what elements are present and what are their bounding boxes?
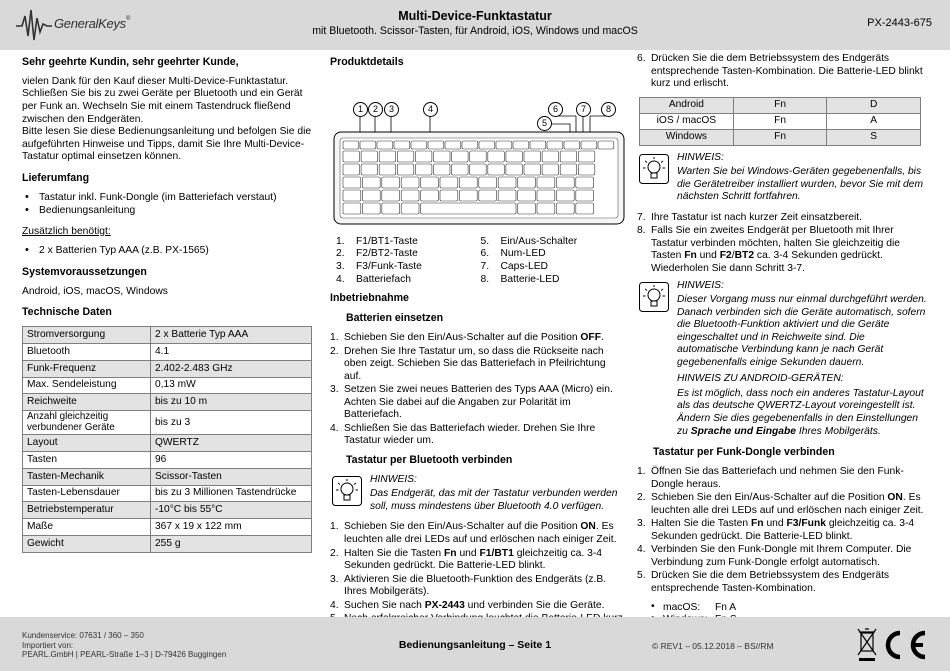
tech-data-table (22, 326, 312, 553)
keyboard-figure (330, 76, 625, 226)
note-text: Es ist möglich, dass noch ein anderes Tastatur-Layout als das deutsche QWERTZ-Layout voreingestellt ist. Ändern Sie dies gegebenenfalls in den Einstellungen zu Sprache und Eingabe Ihres Mobilgeräts. (677, 387, 924, 437)
callout-1: 1 (353, 102, 368, 117)
key-combination-table (639, 97, 921, 146)
keyboard-key (556, 203, 574, 214)
table-row: Anzahl gleichzeitig verbundener Geräte bis zu 3 (23, 411, 312, 435)
list-item: • 2 x Batterien Typ AAA (z.B. PX-1565) (22, 245, 312, 258)
keyboard-key (343, 141, 359, 149)
parts-list (330, 236, 625, 286)
list-item: 7. Caps-LED (480, 261, 548, 273)
list-item: 2. F2/BT2-Taste (336, 248, 418, 260)
keyboard-key (518, 177, 536, 188)
table-row: Tasten-Lebensdauer bis zu 3 Millionen Tastendrücke (23, 485, 312, 502)
list-item: • Bedienungsanleitung (22, 205, 312, 218)
callout-6: 6 (548, 102, 563, 117)
brand-name: GeneralKeys® (54, 16, 130, 31)
keyboard-key (361, 164, 378, 175)
keyboard-key (542, 164, 559, 175)
keyboard-key (506, 151, 523, 162)
note-label: HINWEIS: (370, 473, 417, 485)
list-item: 6. Drücken Sie die dem Betriebssystem des Endgeräts entsprechende Tasten-Kombination. Die Batterie-LED blinkt kurz und erlischt. (637, 53, 923, 90)
keyboard-key (470, 164, 487, 175)
keyboard-key (518, 190, 536, 201)
list-item: 4. Schließen Sie das Batteriefach wieder. Drehen Sie Ihre Tastatur wieder um. (330, 422, 596, 447)
keyboard-key (343, 203, 361, 214)
keyboard-key (542, 151, 559, 162)
table-row: Tasten-Mechanik Scissor-Tasten (23, 468, 312, 485)
keyboard-key (445, 141, 461, 149)
process-note (637, 280, 927, 370)
keyboard-key (343, 164, 360, 175)
system-heading: Systemvoraussetzungen (22, 265, 147, 278)
brand-logo (14, 4, 134, 46)
lightbulb-icon (332, 476, 362, 506)
note-label: HINWEIS: (677, 151, 724, 163)
system-text: Android, iOS, macOS, Windows (22, 285, 168, 297)
keyboard-key (576, 203, 594, 214)
note-text: Warten Sie bei Windows-Geräten gegebenenfalls, bis die Gerätetreiber installiert wurden, bevor Sie mit dem nächsten Schritt fortfahren. (677, 166, 924, 203)
keyboard-key (394, 141, 410, 149)
keyboard-key (421, 203, 516, 214)
keyboard-key (362, 177, 380, 188)
keyboard-key (361, 151, 378, 162)
bluetooth-steps-cont2 (637, 212, 927, 276)
keyboard-key (488, 164, 505, 175)
keyboard-key (498, 190, 516, 201)
dongle-steps (637, 466, 927, 595)
list-item: 8. Falls Sie ein zweites Endgerät per Bluetooth mit Ihrer Tastatur verbinden möchten, halten Sie gleichzeitig die Tasten Fn und F2/BT2 ca. 3-4 Sekunden gedrückt. Wiederholen Sie dann Schritt 3-7. (637, 225, 900, 275)
ce-mark (880, 628, 930, 662)
keyboard-key (578, 164, 595, 175)
zusaetzlich-heading: Zusätzlich benötigt: (22, 225, 111, 237)
keyboard-key (401, 177, 419, 188)
keyboard-key (421, 190, 439, 201)
table-row: Betriebstemperatur -10°C bis 55°C (23, 502, 312, 519)
parts-list-right (481, 236, 626, 286)
list-item: 3. Aktivieren Sie die Bluetooth-Funktion des Endgeräts (z.B. Ihres Mobilgeräts). (330, 573, 607, 598)
list-item: 2. Halten Sie die Tasten Fn und F1/BT1 gleichzeitig ca. 3-4 Sekunden gedrückt. Die Batterie-LED blinkt. (330, 547, 602, 572)
note-text: Dieser Vorgang muss nur einmal durchgeführt werden. Danach verbinden sich die Geräte automatisch, sofern die Bluetooth-Funktion aktiviert und die Geräte eingeschaltet und in Reichweite sind. Die automatische Verbindung kann je nach Gerät gegebenenfalls einige Sekunden dauern. (677, 294, 927, 368)
keyboard-key (440, 177, 458, 188)
keyboard-key (459, 190, 477, 201)
lieferumfang-list (22, 192, 312, 218)
table-row: Maße 367 x 19 x 122 mm (23, 519, 312, 536)
keyboard-key (415, 151, 432, 162)
list-item: 5. Drücken Sie die dem Betriebssystem des Endgeräts entsprechende Tasten-Kombination. (637, 570, 890, 594)
note-label: HINWEIS: (677, 279, 724, 291)
keyboard-key (434, 164, 451, 175)
keyboard-key (498, 177, 516, 188)
keyboard-key (343, 151, 360, 162)
intro-text-2: Bitte lesen Sie diese Bedienungsanleitung und befolgen Sie die aufgeführten Hinweise und Tipps, damit Sie Ihre Multi-Device-Tastatur optimal einsetzen können. (22, 126, 312, 163)
keyboard-key (576, 190, 594, 201)
keyboard-key (470, 151, 487, 162)
keyboard-key (382, 190, 400, 201)
keyboard-key (506, 164, 523, 175)
keyboard-key (459, 177, 477, 188)
bluetooth-note (330, 474, 625, 514)
page-header (0, 0, 950, 50)
keyboard-key (598, 141, 614, 149)
keyboard-key (518, 203, 536, 214)
keyboard-key (496, 141, 512, 149)
list-item: 2. Drehen Sie Ihre Tastatur um, so dass die Rückseite nach oben zeigt. Schieben Sie das Batteriefach in Pfeilrichtung auf. (330, 345, 606, 382)
list-item: 1. Schieben Sie den Ein/Aus-Schalter auf die Position ON. Es leuchten alle drei LEDs auf und erlöschen nach einiger Zeit. (330, 521, 617, 545)
keyboard-key (452, 151, 469, 162)
footer-page-label: Bedienungsanleitung – Seite 1 (398, 639, 552, 651)
keyboard-key (382, 203, 400, 214)
table-row: Tasten 96 (23, 452, 312, 469)
keyboard-key (524, 151, 541, 162)
table-row: Layout QWERTZ (23, 435, 312, 452)
crossed-bin-icon (856, 625, 878, 663)
table-row: Gewicht 255 g (23, 536, 312, 553)
table-row: iOS / macOS Fn A (640, 113, 921, 129)
keyboard-key (537, 203, 555, 214)
keyboard-key (462, 141, 478, 149)
list-item: 6. Num-LED (480, 248, 546, 260)
list-item: 2. Schieben Sie den Ein/Aus-Schalter auf die Position ON. Es leuchten alle drei LEDs auf und erlöschen nach einiger Zeit. (637, 492, 924, 516)
keyboard-key (360, 141, 376, 149)
table-row: Stromversorgung 2 x Batterie Typ AAA (23, 327, 312, 344)
windows-note (637, 152, 927, 204)
keyboard-key (343, 177, 361, 188)
keyboard-key (479, 141, 495, 149)
column-right (637, 53, 927, 627)
keyboard-key (421, 177, 439, 188)
list-item: • Tastatur inkl. Funk-Dongle (im Batteriefach verstaut) (22, 192, 312, 205)
list-item: 7. Ihre Tastatur ist nach kurzer Zeit einsatzbereit. (637, 211, 862, 223)
produkt-heading: Produktdetails (330, 56, 404, 68)
keyboard-key (488, 151, 505, 162)
table-row: Funk-Frequenz 2.402-2.483 GHz (23, 360, 312, 377)
keyboard-key (513, 141, 529, 149)
keyboard-key (537, 190, 555, 201)
callout-3: 3 (384, 102, 399, 117)
greeting-heading: Sehr geehrte Kundin, sehr geehrter Kunde, (22, 56, 239, 68)
keyboard-key (440, 190, 458, 201)
keyboard-key (524, 164, 541, 175)
keyboard-key (578, 151, 595, 162)
table-row: Android Fn D (640, 97, 921, 113)
keyboard-key (428, 141, 444, 149)
callout-8: 8 (601, 102, 616, 117)
list-item: 3. Halten Sie die Tasten Fn und F3/Funk gleichzeitig ca. 3-4 Sekunden gedrückt. Die Batterie-LED blinkt. (637, 518, 915, 542)
list-item: 3. F3/Funk-Taste (336, 261, 422, 273)
list-item: 3. Setzen Sie zwei neues Batterien des Typs AAA (Micro) ein. Achten Sie dabei auf die Angaben zur Polarität im Batteriefach. (330, 384, 613, 421)
android-note (637, 373, 927, 438)
keyboard-key (564, 141, 580, 149)
keyboard-key (452, 164, 469, 175)
keyboard-key (556, 177, 574, 188)
keyboard-key (415, 164, 432, 175)
parts-list-left (336, 236, 481, 286)
batterien-heading: Batterien einsetzen (346, 312, 444, 325)
callout-5: 5 (537, 116, 552, 131)
keyboard-key (560, 164, 577, 175)
list-item: 1. F1/BT1-Taste (336, 235, 418, 247)
table-row: Bluetooth 4.1 (23, 344, 312, 361)
battery-steps (330, 332, 625, 448)
callout-7: 7 (576, 102, 591, 117)
keyboard-key (411, 141, 427, 149)
callout-2: 2 (368, 102, 383, 117)
product-code: PX-2443-675 (867, 17, 932, 29)
column-middle (330, 56, 625, 644)
lightbulb-icon (639, 154, 669, 184)
document-subtitle: mit Bluetooth. Scissor-Tasten, für Android, iOS, Windows und macOS (312, 25, 638, 37)
keyboard-key (401, 190, 419, 201)
list-item: • macOS: Fn A (651, 602, 927, 615)
list-item: 1. Schieben Sie den Ein/Aus-Schalter auf die Position OFF. (330, 331, 604, 343)
keyboard-key (479, 190, 497, 201)
keyboard-key (397, 151, 414, 162)
keyboard-key (343, 190, 361, 201)
keyboard-key (401, 203, 419, 214)
keyboard-key (537, 177, 555, 188)
list-item: 1. Öffnen Sie das Batteriefach und nehmen Sie den Funk-Dongle heraus. (637, 466, 904, 490)
dongle-heading: Tastatur per Funk-Dongle verbinden (653, 446, 835, 459)
zusaetzlich-list (22, 245, 312, 258)
page-footer (0, 617, 950, 671)
lightbulb-icon (639, 282, 669, 312)
keyboard-illustration-icon (330, 76, 625, 226)
keyboard-key (560, 151, 577, 162)
keyboard-key (379, 151, 396, 162)
bluetooth-steps-cont (637, 53, 927, 91)
table-row: Windows Fn S (640, 129, 921, 145)
keyboard-key (547, 141, 563, 149)
keyboard-key (556, 190, 574, 201)
keyboard-key (581, 141, 597, 149)
list-item: 4. Verbinden Sie den Funk-Dongle mit Ihrem Computer. Die Verbindung zum Funk-Dongle erfolgt automatisch. (637, 544, 912, 568)
note-text: Das Endgerät, das mit der Tastatur verbunden werden soll, muss mindestens über Bluetooth 4.0 verfügen. (370, 488, 618, 512)
keyboard-key (479, 177, 497, 188)
note-label: HINWEIS ZU ANDROID-GERÄTEN: (677, 373, 844, 385)
intro-text-1: vielen Dank für den Kauf dieser Multi-Device-Funktastatur. Schließen Sie bis zu zwei Geräte per Bluetooth und ein Gerät per Funk an. Wechseln Sie mit einem Tastendruck fließend zwischen den Endgeräten. (22, 75, 303, 125)
keyboard-key (397, 164, 414, 175)
keyboard-key (379, 164, 396, 175)
tech-heading: Technische Daten (22, 306, 112, 319)
column-left (22, 56, 312, 553)
table-row: Reichweite bis zu 10 m (23, 394, 312, 411)
footer-revision: © REV1 – 05.12.2018 – BS//RM (652, 641, 774, 651)
keyboard-key (362, 203, 380, 214)
table-row: Max. Sendeleistung 0,13 mW (23, 377, 312, 394)
document-title: Multi-Device-Funktastatur (398, 9, 552, 23)
keyboard-key (362, 190, 380, 201)
keyboard-key (377, 141, 393, 149)
keyboard-key (530, 141, 546, 149)
keyboard-key (434, 151, 451, 162)
list-item: 4. Batteriefach (336, 273, 411, 285)
keyboard-key (576, 177, 594, 188)
callout-4: 4 (423, 102, 438, 117)
inbetriebnahme-heading: Inbetriebnahme (330, 292, 409, 305)
keyboard-key (382, 177, 400, 188)
list-item: 5. Ein/Aus-Schalter (480, 235, 578, 247)
list-item: 4. Suchen Sie nach PX-2443 und verbinden Sie die Geräte. (330, 599, 605, 611)
footer-contact: Kundenservice: 07631 / 360 – 350 Importiert von: PEARL.GmbH | PEARL-Straße 1–3 | D-79426 Buggingen (22, 631, 227, 660)
lieferumfang-heading: Lieferumfang (22, 171, 90, 184)
bluetooth-heading: Tastatur per Bluetooth verbinden (346, 453, 513, 466)
ce-mark-icon (880, 628, 930, 662)
list-item: 8. Batterie-LED (480, 273, 560, 285)
